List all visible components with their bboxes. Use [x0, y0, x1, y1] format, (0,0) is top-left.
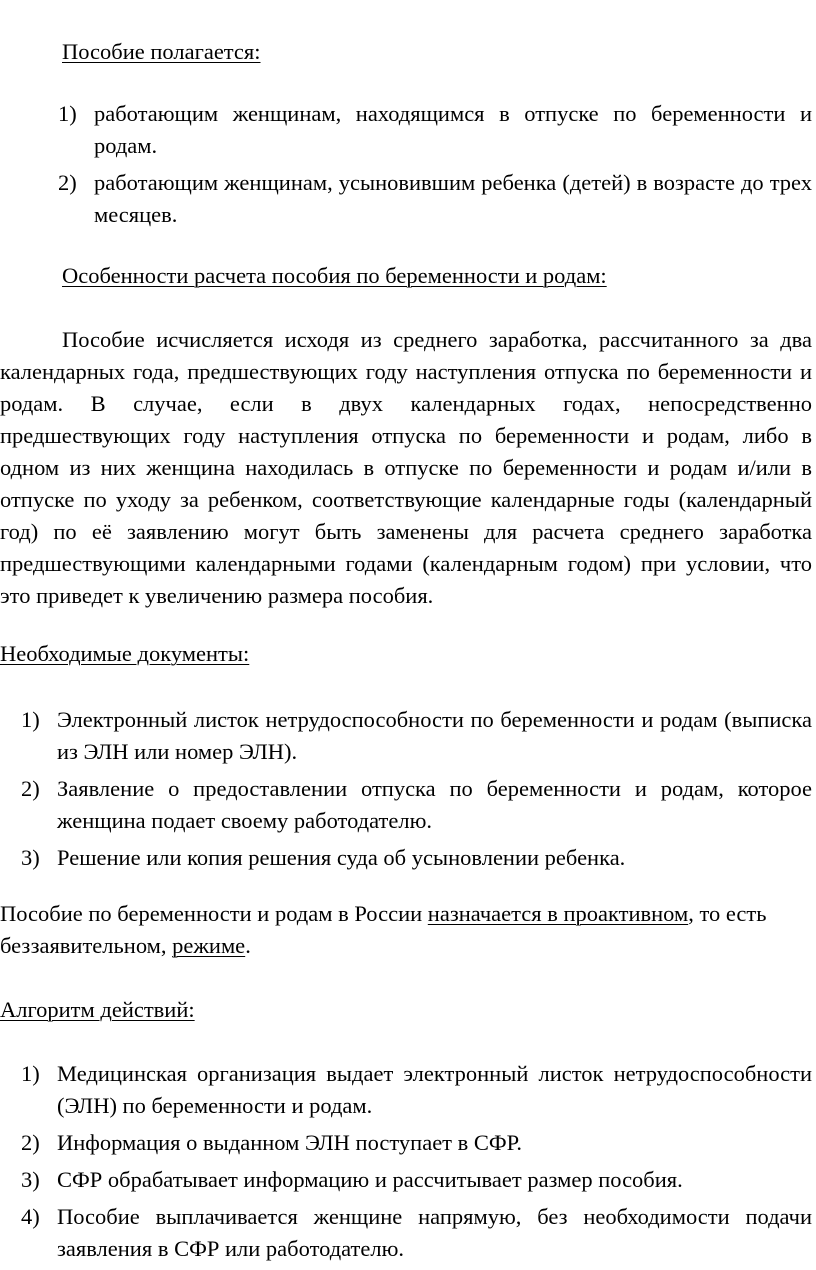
list-item-text: Заявление о предоставлении отпуска по беременности и родам, которое женщина подает своему работодателю.	[57, 776, 812, 833]
list-number: 1)	[21, 1061, 40, 1086]
proactive-text: Пособие по беременности и родам в России	[0, 901, 428, 926]
list-item	[21, 1201, 812, 1265]
documents-list	[21, 704, 812, 879]
list-item	[58, 98, 812, 162]
list-item	[58, 167, 812, 231]
list-number: 1)	[21, 707, 40, 732]
list-item	[21, 1058, 812, 1122]
list-item-text: Пособие выплачивается женщине напрямую, без необходимости подачи заявления в СФР или работодателю.	[57, 1204, 812, 1261]
list-item-text: Информация о выданном ЭЛН поступает в СФР.	[57, 1130, 522, 1155]
list-item-text: Медицинская организация выдает электронный листок нетрудоспособности (ЭЛН) по беременности и родам.	[57, 1061, 812, 1118]
list-number: 2)	[58, 170, 77, 195]
list-number: 4)	[21, 1204, 40, 1229]
section-heading-documents: Необходимые документы:	[0, 641, 250, 666]
list-item	[21, 1164, 812, 1196]
list-item	[21, 842, 812, 874]
eligibility-list	[58, 98, 812, 236]
regime-link[interactable]: режиме	[172, 933, 246, 958]
list-number: 2)	[21, 776, 40, 801]
list-item-text: работающим женщинам, усыновившим ребенка (детей) в возрасте до трех месяцев.	[94, 170, 812, 227]
list-item	[21, 773, 812, 837]
list-item	[21, 704, 812, 768]
list-number: 3)	[21, 845, 40, 870]
list-number: 3)	[21, 1167, 40, 1192]
section-heading-eligibility: Пособие полагается:	[62, 39, 261, 64]
list-item	[21, 1127, 812, 1159]
proactive-text: .	[245, 933, 251, 958]
proactive-link[interactable]: назначается в проактивном	[427, 901, 689, 926]
list-item-text: работающим женщинам, находящимся в отпуске по беременности и родам.	[94, 101, 812, 158]
section-heading-calculation: Особенности расчета пособия по беременности и родам:	[62, 263, 607, 288]
list-item-text: Электронный листок нетрудоспособности по беременности и родам (выписка из ЭЛН или номер ЭЛН).	[57, 707, 812, 764]
calculation-paragraph: Пособие исчисляется исходя из среднего заработка, рассчитанного за два календарных года, предшествующих году наступления отпуска по беременности и родам. В случае, если в двух календарных годах, непосредственно предшествующих году наступления отпуска по беременности и родам, либо в одном из них женщина находилась в отпуске по беременности и родам и/или в отпуске по уходу за ребенком, соответствующие календарные годы (календарный год) по её заявлению могут быть заменены для расчета среднего заработка предшествующими календарными годами (календарным годом) при условии, что это приведет к увеличению размера пособия.	[0, 327, 812, 608]
list-number: 2)	[21, 1130, 40, 1155]
proactive-text: , то есть беззаявительном,	[0, 901, 767, 958]
list-item-text: Решение или копия решения суда об усыновлении ребенка.	[57, 845, 626, 870]
algorithm-list	[21, 1058, 812, 1270]
section-heading-algorithm: Алгоритм действий:	[0, 997, 195, 1022]
list-number: 1)	[58, 101, 77, 126]
list-item-text: СФР обрабатывает информацию и рассчитывает размер пособия.	[57, 1167, 683, 1192]
proactive-paragraph	[0, 898, 814, 962]
